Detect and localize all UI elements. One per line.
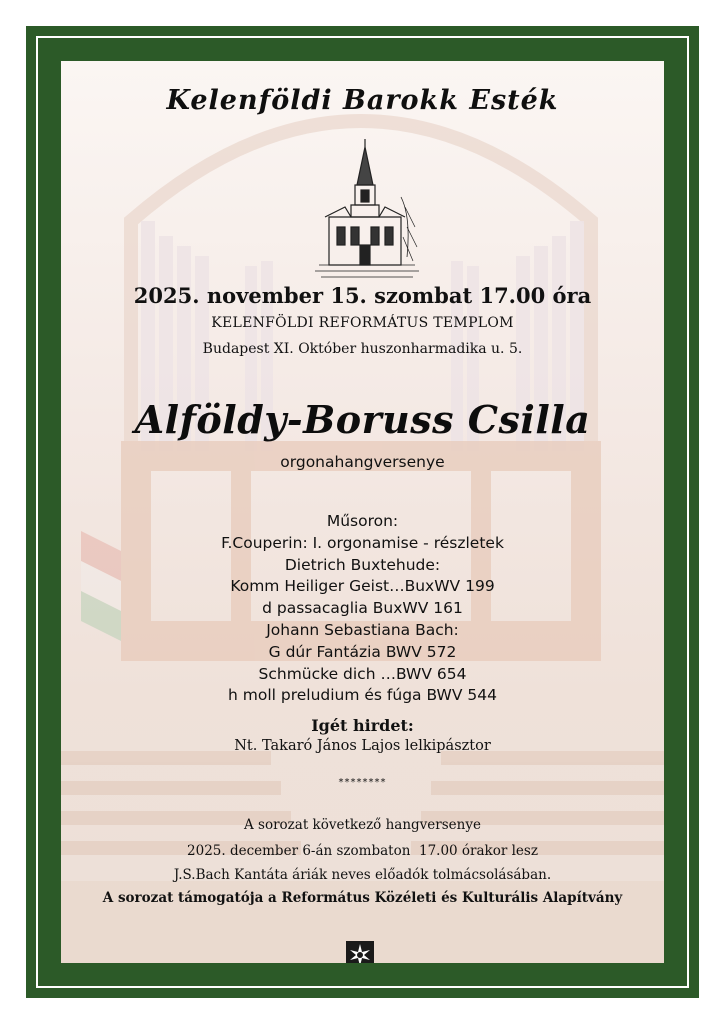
performer-subtitle: orgonahangversenye bbox=[280, 453, 445, 471]
foundation-logo-icon bbox=[346, 941, 374, 963]
event-date-time: 2025. november 15. szombat 17.00 óra bbox=[133, 283, 592, 308]
performer-name: Alföldy-Boruss Csilla bbox=[134, 397, 591, 442]
program-heading: Műsoron: bbox=[326, 512, 399, 530]
series-title: Kelenföldi Barokk Esték bbox=[166, 85, 559, 116]
program-item: F.Couperin: I. orgonamise - részletek bbox=[221, 533, 504, 552]
program-item: Dietrich Buxtehude: bbox=[284, 555, 441, 574]
sponsor-text: A sorozat támogatója a Református Közéleti és Kulturális Alapítvány bbox=[102, 890, 623, 906]
next-concert-description: J.S.Bach Kantáta áriák neves előadók tolmácsolásában. bbox=[173, 867, 552, 883]
sermon-label: Igét hirdet: bbox=[311, 716, 414, 735]
program-item: Johann Sebastiana Bach: bbox=[266, 620, 459, 639]
next-concert-date: 2025. december 6-án szombaton 17.00 órakor lesz bbox=[187, 843, 538, 859]
church-drawing-icon bbox=[315, 137, 419, 279]
poster-content bbox=[61, 61, 664, 963]
program-item: G dúr Fantázia BWV 572 bbox=[268, 642, 457, 661]
event-venue: KELENFÖLDI REFORMÁTUS TEMPLOM bbox=[211, 315, 514, 331]
poster-panel bbox=[61, 61, 664, 963]
event-address: Budapest XI. Október huszonharmadika u. 5. bbox=[202, 341, 523, 357]
program-item: h moll preludium és fúga BWV 544 bbox=[227, 686, 497, 705]
divider-stars: ******** bbox=[338, 777, 387, 788]
program-list bbox=[61, 511, 664, 707]
program-item: Schmücke dich …BWV 654 bbox=[258, 664, 467, 683]
sermon-preacher: Nt. Takaró János Lajos lelkipásztor bbox=[234, 738, 491, 754]
next-concert-label: A sorozat következő hangversenye bbox=[244, 817, 481, 833]
program-item: Komm Heiliger Geist…BuxWV 199 bbox=[230, 577, 495, 596]
program-item: d passacaglia BuxWV 161 bbox=[262, 599, 463, 618]
